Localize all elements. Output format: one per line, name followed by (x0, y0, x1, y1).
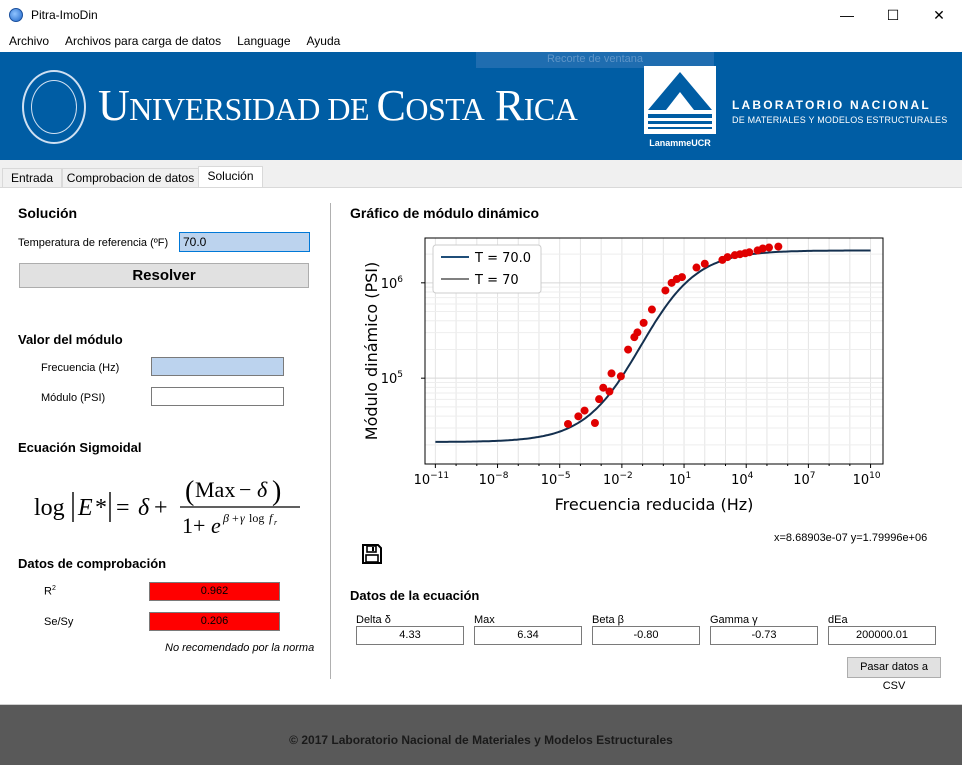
svg-text:r: r (274, 518, 278, 527)
svg-text:): ) (272, 476, 282, 507)
svg-text:log: log (249, 511, 265, 525)
x-tick-label: $10^{-2}$ (602, 471, 633, 488)
svg-text:β: β (223, 511, 229, 525)
svg-text:Max: Max (195, 477, 236, 502)
menu-archivos-carga[interactable]: Archivos para carga de datos (65, 34, 222, 48)
tab-bar (0, 160, 962, 188)
data-point (640, 319, 648, 327)
menu-archivo[interactable]: Archivo (9, 34, 50, 48)
legend-label: T = 70.0 (475, 251, 532, 266)
frequency-input[interactable] (151, 357, 284, 376)
legend-label: T = 70 (475, 273, 519, 288)
svg-text:+: + (232, 511, 239, 525)
cursor-coordinates: x=8.68903e-07 y=1.79996e+06 (774, 532, 928, 544)
ref-temp-label: Temperatura de referencia (ºF) (18, 237, 169, 249)
data-point (595, 395, 603, 403)
data-point (661, 286, 669, 294)
svg-text:1+: 1+ (182, 513, 206, 538)
data-point (608, 369, 616, 377)
data-point (648, 306, 656, 314)
svg-text:δ: δ (138, 495, 150, 521)
max-value[interactable]: 6.34 (474, 626, 582, 645)
floppy-disk-icon[interactable] (361, 543, 383, 565)
module-input[interactable] (151, 387, 284, 406)
data-point (765, 244, 773, 252)
x-tick-label: $10^{-11}$ (413, 471, 450, 488)
data-point (591, 419, 599, 427)
norm-warning: No recomendado por la norma (165, 642, 315, 654)
check-data-heading: Datos de comprobación (18, 556, 167, 571)
app-icon (9, 8, 23, 22)
panel-divider (330, 203, 331, 679)
data-point (633, 328, 641, 336)
sesy-value: 0.206 (149, 612, 280, 631)
x-tick-label: $10^1$ (668, 471, 692, 488)
y-tick-label: $10^5$ (380, 370, 403, 388)
r2-value: 0.962 (149, 582, 280, 601)
r2-label: $R^2$ (44, 585, 56, 598)
menu-language[interactable]: Language (237, 34, 291, 48)
svg-text:E: E (78, 495, 93, 521)
max-label: Max (474, 614, 495, 626)
close-button[interactable]: ✕ (933, 6, 945, 23)
maximize-button[interactable]: ☐ (886, 6, 900, 23)
x-axis-label: Frecuencia reducida (Hz) (554, 495, 754, 514)
menu-bar (0, 30, 962, 52)
tab-solucion[interactable]: Solución (198, 166, 263, 189)
data-point (624, 346, 632, 354)
dea-label: dEa (828, 614, 848, 626)
data-point (617, 372, 625, 380)
delta-value[interactable]: 4.33 (356, 626, 464, 645)
y-axis-label: Módulo dinámico (PSI) (362, 261, 381, 441)
footer-copyright: © 2017 Laboratorio Nacional de Materiales y Modelos Estructurales (289, 733, 673, 747)
tab-comprobacion[interactable]: Comprobacion de datos (62, 168, 199, 188)
y-tick-label: $10^6$ (380, 274, 403, 292)
svg-text:+: + (154, 495, 168, 521)
data-point (701, 260, 709, 268)
equation-data-heading: Datos de la ecuación (350, 588, 480, 603)
export-csv-button[interactable]: Pasar datos a CSV (847, 657, 941, 678)
sesy-label: Se/Sy (44, 616, 74, 628)
x-tick-label: $10^{-8}$ (478, 471, 509, 488)
solution-heading: Solución (18, 205, 78, 221)
tab-entrada[interactable]: Entrada (2, 168, 62, 188)
data-point (745, 248, 753, 256)
x-tick-label: $10^4$ (731, 471, 754, 488)
svg-text:*: * (95, 495, 107, 521)
svg-text:(: ( (185, 476, 195, 507)
frequency-label: Frecuencia (Hz) (41, 362, 120, 374)
svg-text:−: − (239, 477, 252, 502)
svg-text:LanammeUCR: LanammeUCR (649, 138, 711, 148)
data-point (564, 420, 572, 428)
lab-name: LABORATORIO NACIONAL DE MATERIALES Y MODELOS ESTRUCTURALES (732, 98, 948, 125)
beta-label: Beta β (592, 614, 625, 626)
sigmoid-heading: Ecuación Sigmoidal (18, 440, 142, 455)
svg-text:δ: δ (257, 477, 268, 502)
gamma-value[interactable]: -0.73 (710, 626, 818, 645)
svg-text:log: log (34, 495, 65, 521)
data-point (581, 407, 589, 415)
data-point (678, 273, 686, 281)
svg-text:γ: γ (240, 511, 245, 525)
data-point (605, 388, 613, 396)
module-value-heading: Valor del módulo (18, 332, 123, 347)
x-tick-label: $10^{-5}$ (540, 471, 571, 488)
svg-text:=: = (116, 495, 130, 521)
ref-temp-input[interactable]: 70.0 (179, 232, 310, 252)
window-controls (824, 0, 962, 30)
gamma-label: Gamma γ (710, 614, 758, 626)
footer (0, 704, 962, 765)
crop-overlay: Recorte de ventana (476, 52, 714, 68)
lanamme-logo (644, 66, 716, 150)
university-name: UNIVERSIDAD DE COSTA RICA (98, 81, 578, 130)
dea-value[interactable]: 200000.01 (828, 626, 936, 645)
chart-legend (433, 245, 541, 293)
ucr-seal-icon (22, 70, 86, 144)
svg-text:f: f (269, 511, 273, 525)
solve-button[interactable]: Resolver (19, 263, 309, 288)
window-title: Pitra-ImoDin (31, 8, 98, 22)
menu-ayuda[interactable]: Ayuda (306, 34, 341, 48)
data-point (724, 253, 732, 261)
module-label: Módulo (PSI) (41, 392, 106, 404)
window-titlebar (0, 0, 962, 30)
x-tick-label: $10^{10}$ (852, 471, 881, 488)
data-point (692, 264, 700, 272)
chart-heading: Gráfico de módulo dinámico (350, 205, 540, 221)
data-point (774, 243, 782, 251)
data-point (574, 412, 582, 420)
x-tick-label: $10^7$ (793, 471, 816, 488)
delta-label: Delta δ (356, 614, 391, 626)
minimize-button[interactable]: — (840, 7, 854, 23)
beta-value[interactable]: -0.80 (592, 626, 700, 645)
svg-text:e: e (211, 513, 221, 538)
modulus-chart[interactable] (355, 228, 900, 528)
sigmoid-equation (30, 470, 310, 540)
